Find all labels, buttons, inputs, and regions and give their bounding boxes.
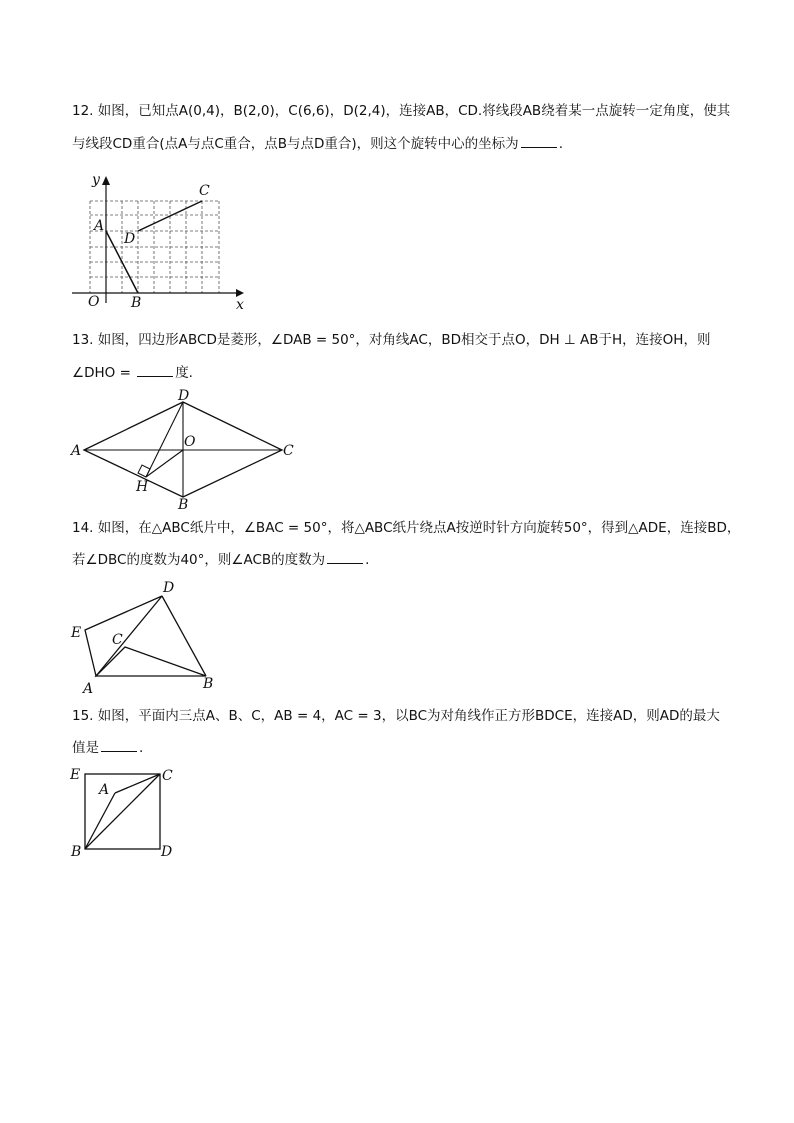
q14-label-a: A	[83, 681, 94, 697]
q15-label-a: A	[99, 782, 110, 798]
q15-answer-blank[interactable]	[101, 739, 137, 752]
q14-label-c: C	[112, 632, 123, 648]
q15-text-line2	[72, 739, 143, 757]
q13-text-line2-post: 度.	[175, 365, 193, 381]
q13-answer-blank[interactable]	[137, 364, 173, 377]
q12-text-line2-pre: 与线段CD重合(点A与点C重合，点B与点D重合)，则这个旋转中心的坐标为	[72, 136, 519, 152]
q15-figure	[66, 762, 186, 862]
q14-answer-blank[interactable]	[327, 551, 363, 564]
q14-text-line2	[72, 551, 369, 569]
q13-label-c: C	[283, 443, 294, 459]
q12-figure	[66, 168, 256, 314]
q14-text-line1: 14. 如图，在△ABC纸片中，∠BAC = 50°，将△ABC纸片绕点A按逆时针方向旋转50°，得到△ADE，连接BD，	[72, 520, 741, 536]
q12-text-line2-post: .	[558, 136, 563, 152]
q13-segment-dh	[146, 402, 183, 477]
q13-text-line2-pre: ∠DHO =	[72, 365, 131, 381]
q13-figure	[66, 388, 306, 512]
q14-triangle-abc	[96, 647, 206, 676]
q14-segment-bd	[162, 596, 206, 676]
q15-label-c: C	[162, 768, 173, 784]
q15-diagonal-bc	[85, 774, 160, 849]
q12-label-c: C	[199, 183, 210, 199]
q12-x-arrow	[236, 289, 244, 297]
q12-text-line1: 12. 如图，已知点A(0,4)，B(2,0)，C(6,6)，D(2,4)，连接AB，CD.将线段AB绕着某一点旋转一定角度，使其	[72, 103, 731, 119]
q15-text-line2-pre: 值是	[72, 740, 99, 756]
q15-segment-ac	[115, 774, 160, 793]
q12-y-arrow	[102, 176, 110, 185]
q13-label-h: H	[136, 479, 149, 495]
q12-grid	[90, 201, 219, 293]
q13-label-o: O	[184, 434, 196, 450]
q14-triangle-ade	[85, 596, 162, 676]
q15-text-line1: 15. 如图，平面内三点A、B、C，AB = 4，AC = 3，以BC为对角线作正方形BDCE，连接AD，则AD的最大	[72, 708, 720, 724]
q12-label-o: O	[88, 294, 100, 310]
q13-label-a: A	[71, 443, 82, 459]
q14-text-line2-pre: 若∠DBC的度数为40°，则∠ACB的度数为	[72, 552, 326, 568]
q12-label-x: x	[236, 297, 244, 313]
q15-segment-ab	[85, 793, 115, 849]
q12-text-line2	[72, 135, 563, 153]
q15-label-d: D	[161, 844, 173, 860]
q14-label-b: B	[203, 676, 214, 692]
q13-segment-oh	[146, 450, 183, 477]
q14-figure	[66, 574, 226, 698]
q13-text-line1: 13. 如图，四边形ABCD是菱形，∠DAB = 50°，对角线AC，BD相交于点O，DH ⊥ AB于H，连接OH，则	[72, 332, 711, 348]
q15-label-b: B	[71, 844, 82, 860]
q12-answer-blank[interactable]	[521, 135, 557, 148]
q13-text-line2	[72, 364, 193, 382]
q13-label-b: B	[178, 497, 189, 512]
q14-text-line2-post: .	[365, 552, 370, 568]
q14-label-e: E	[71, 625, 82, 641]
q12-label-a: A	[94, 218, 105, 234]
q15-text-line2-post: .	[139, 740, 144, 756]
q13-label-d: D	[178, 388, 190, 404]
q12-label-d: D	[124, 231, 136, 247]
q12-label-y: y	[92, 172, 100, 188]
q12-label-b: B	[131, 295, 142, 311]
q14-label-d: D	[163, 580, 175, 596]
q15-label-e: E	[70, 767, 81, 783]
